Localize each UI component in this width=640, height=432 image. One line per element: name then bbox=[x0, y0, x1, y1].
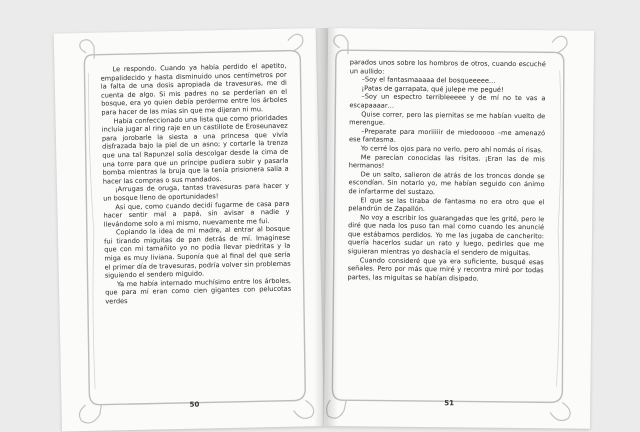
paragraph: –Soy el fantasmaaaaa del bosqueeeee… bbox=[361, 75, 496, 85]
paragraph: Ya me había internado muchísimo entre los árboles, que para mí eran como cien gigantes con pelucotas verdes bbox=[105, 276, 292, 306]
paragraph: parados unos sobre los hombros de otros, cuando escuché un aullido: bbox=[349, 58, 546, 76]
page-number: 50 bbox=[189, 400, 200, 409]
paragraph: Me parecían conocidas las risitas. ¡Eran las de mis hermanos! bbox=[348, 152, 545, 170]
paragraph: Cuando consideré que ya era suficiente, busqué esas señales. Pero por más que miré y recontra miré por todas partes, las miguitas se habían disipado. bbox=[347, 256, 544, 283]
paragraph: El que se las tiraba de fantasma no era otro que el pelandrún de Zapallón. bbox=[348, 195, 545, 214]
right-page-text bbox=[348, 58, 546, 283]
paragraph: ¡Arrugas de oruga, tantas travesuras para hacer y un bosque lleno de oportunidades! bbox=[103, 181, 290, 203]
open-book bbox=[62, 28, 590, 426]
page-number: 51 bbox=[444, 399, 455, 408]
paragraph: De un salto, salieron de atrás de los troncos donde se escondían. Sin notarlo yo, me habían seguido con ánimo de infartarme del sustazo. bbox=[348, 170, 545, 197]
paragraph: ¡Patas de garrapata, qué julepe me pegué! bbox=[361, 84, 504, 94]
left-page-text bbox=[100, 62, 291, 306]
paragraph: Copiando la idea de mi madre, al entrar al bosque fui tirando miguitas de pan detrás de mí. Imagínese que con mi tamañito yo no podía llevar piedritas y la miga es muy liviana. Suponía que al final del que sería el primer día de travesuras, podría volver sin problemas siguiendo el sendero miguido. bbox=[104, 224, 291, 280]
paragraph: –Soy un espectro terribleeeee y de mí no te vas a escapaaaar… bbox=[349, 92, 546, 110]
right-page bbox=[324, 28, 594, 429]
paragraph: No voy a escribir los guarangadas que les grité, pero le diré que nada los puso tan mal como cuando les anuncié que estábamos perdidos. Yo me las jugaba de cancherito: quería hacerlos sudar un rato y luego, pedirles que me siguieran mientras yo deshacía el sendero de miguitas. bbox=[347, 213, 545, 258]
paragraph: Yo cerré los ojos para no verlo, pero ahí nomás oí risas. bbox=[360, 144, 543, 155]
paragraph: Le respondo. Cuando ya había perdido el apetito, empalidecido y hasta disminuido unos centímetros por la falta de una dosis apropiada de travesuras, me di cuenta de algo. Si mis padres no se perderían en el bosque, era yo quien debía perderme entre los árboles para hacer de las mías sin que me dijeran ni mu. bbox=[100, 61, 288, 117]
paragraph: Así que, como cuando decidí fugarme de casa para hacer sentir mal a papá, sin avisar a nadie y llevándome solo a mí mismo, nuevamente me fui. bbox=[103, 199, 290, 229]
paragraph: Quise correr, pero las piernitas se me habían vuelto de merengue. bbox=[349, 109, 546, 127]
left-page bbox=[54, 28, 324, 431]
book-gutter-shadow bbox=[314, 28, 338, 426]
paragraph: –Preparate para moriiiiir de miedooooo –me amenazó ese fantasma. bbox=[348, 127, 546, 145]
paragraph: Había confeccionado una lista que como prioridades incluía jugar al ring raje en un castillote de Eroseunavez para jorobarle la siesta a una princesa que vivía disfrazada bajo la piel de un asno; y cortarle la trenza que una tal Rapunzel solía descolgar desde la cima de una torre para que un príncipe pudiera subir y pasarla bomba mientras la bruja que la tenía prisionera salía a hacer las compras o sus mandados. bbox=[101, 113, 289, 186]
